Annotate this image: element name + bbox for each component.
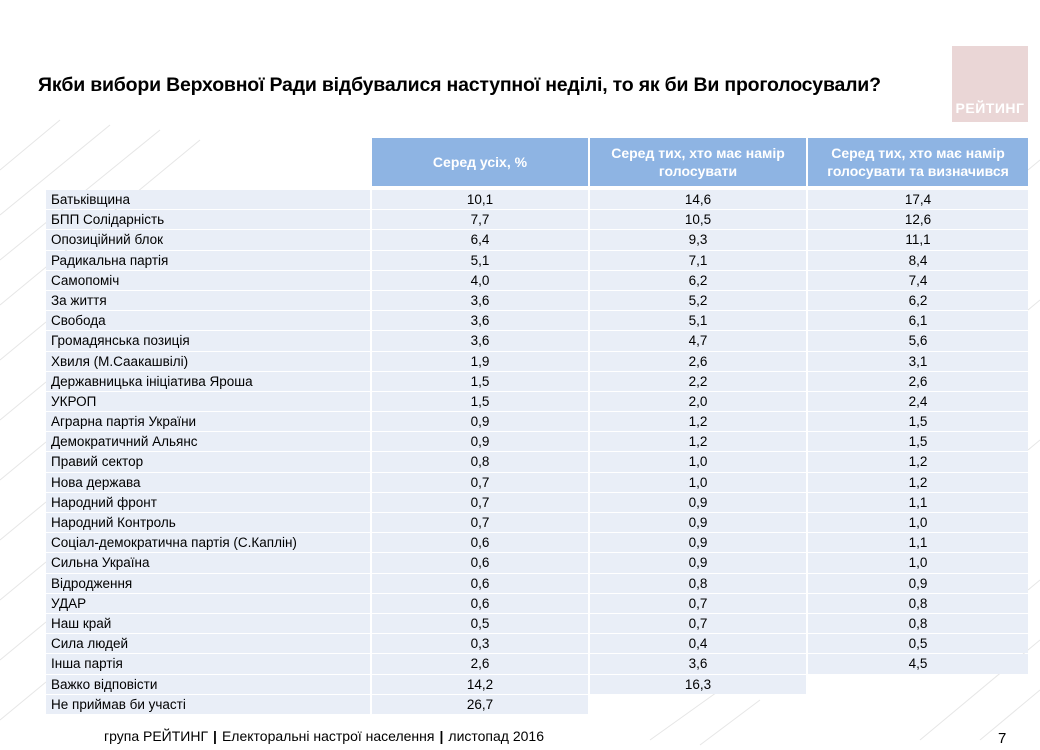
party-label: БПП Солідарність — [46, 210, 370, 229]
value-intend-to-vote: 1,2 — [590, 432, 806, 451]
value-all: 3,6 — [372, 331, 588, 350]
value-all: 3,6 — [372, 311, 588, 330]
value-all: 26,7 — [372, 695, 588, 714]
value-all: 10,1 — [372, 190, 588, 209]
value-decided: 1,1 — [808, 493, 1028, 512]
party-label: Громадянська позиція — [46, 331, 370, 350]
party-label: Наш край — [46, 614, 370, 633]
value-all: 0,7 — [372, 493, 588, 512]
value-intend-to-vote: 9,3 — [590, 230, 806, 249]
value-intend-to-vote: 10,5 — [590, 210, 806, 229]
column-header-all: Серед усіх, % — [372, 138, 588, 186]
value-intend-to-vote: 6,2 — [590, 271, 806, 290]
value-decided: 0,8 — [808, 594, 1028, 613]
column-header-decided: Серед тих, хто має намір голосувати та визначився — [808, 138, 1028, 186]
value-all: 14,2 — [372, 675, 588, 694]
party-label: Народний фронт — [46, 493, 370, 512]
value-all: 1,5 — [372, 392, 588, 411]
value-intend-to-vote: 0,9 — [590, 533, 806, 552]
value-decided: 4,5 — [808, 654, 1028, 673]
value-all: 0,9 — [372, 432, 588, 451]
value-all: 7,7 — [372, 210, 588, 229]
value-intend-to-vote: 1,0 — [590, 452, 806, 471]
party-label: Сила людей — [46, 634, 370, 653]
value-intend-to-vote: 2,0 — [590, 392, 806, 411]
value-intend-to-vote: 14,6 — [590, 190, 806, 209]
value-decided: 6,2 — [808, 291, 1028, 310]
footer-topic: Електоральні настрої населення — [221, 728, 435, 744]
value-decided — [808, 695, 1028, 714]
column-header-intend-to-vote: Серед тих, хто має намір голосувати — [590, 138, 806, 186]
value-all: 6,4 — [372, 230, 588, 249]
value-intend-to-vote: 5,1 — [590, 311, 806, 330]
value-all: 1,9 — [372, 352, 588, 371]
party-label: Самопоміч — [46, 271, 370, 290]
value-decided: 11,1 — [808, 230, 1028, 249]
value-intend-to-vote: 0,9 — [590, 553, 806, 572]
value-intend-to-vote: 0,9 — [590, 513, 806, 532]
footer — [104, 728, 544, 744]
value-decided: 1,0 — [808, 513, 1028, 532]
value-intend-to-vote — [590, 695, 806, 714]
value-decided: 0,9 — [808, 574, 1028, 593]
footer-date: листопад 2016 — [448, 728, 545, 744]
value-decided: 2,4 — [808, 392, 1028, 411]
value-decided: 1,5 — [808, 432, 1028, 451]
value-decided: 1,5 — [808, 412, 1028, 431]
value-decided: 12,6 — [808, 210, 1028, 229]
value-decided: 1,1 — [808, 533, 1028, 552]
value-intend-to-vote: 0,9 — [590, 493, 806, 512]
value-intend-to-vote: 1,0 — [590, 473, 806, 492]
slide-title: Якби вибори Верховної Ради відбувалися наступної неділі, то як би Ви проголосували? — [38, 74, 881, 96]
value-all: 0,6 — [372, 533, 588, 552]
value-intend-to-vote: 2,2 — [590, 372, 806, 391]
footer-separator: | — [439, 728, 444, 744]
value-all: 0,7 — [372, 473, 588, 492]
party-label: Не приймав би участі — [46, 695, 370, 714]
footer-org: група РЕЙТИНГ — [104, 728, 209, 744]
value-decided: 2,6 — [808, 372, 1028, 391]
party-label: Радикальна партія — [46, 251, 370, 270]
party-label: Нова держава — [46, 473, 370, 492]
value-decided: 17,4 — [808, 190, 1028, 209]
party-label: Батьківщина — [46, 190, 370, 209]
party-label: За життя — [46, 291, 370, 310]
value-decided: 0,8 — [808, 614, 1028, 633]
value-intend-to-vote: 3,6 — [590, 654, 806, 673]
logo-text: РЕЙТИНГ — [955, 100, 1025, 116]
party-label: Демократичний Альянс — [46, 432, 370, 451]
value-decided: 0,5 — [808, 634, 1028, 653]
value-all: 0,5 — [372, 614, 588, 633]
party-label: Народний Контроль — [46, 513, 370, 532]
value-intend-to-vote: 0,7 — [590, 614, 806, 633]
value-decided — [808, 675, 1028, 694]
page-number: 7 — [998, 730, 1007, 747]
value-decided: 3,1 — [808, 352, 1028, 371]
footer-separator: | — [213, 728, 217, 744]
value-intend-to-vote: 2,6 — [590, 352, 806, 371]
value-intend-to-vote: 0,7 — [590, 594, 806, 613]
rating-logo — [952, 46, 1028, 122]
value-all: 3,6 — [372, 291, 588, 310]
value-decided: 7,4 — [808, 271, 1028, 290]
value-intend-to-vote: 7,1 — [590, 251, 806, 270]
value-all: 0,6 — [372, 594, 588, 613]
value-all: 0,9 — [372, 412, 588, 431]
value-intend-to-vote: 0,4 — [590, 634, 806, 653]
party-label: Опозиційний блок — [46, 230, 370, 249]
value-decided: 5,6 — [808, 331, 1028, 350]
value-intend-to-vote: 4,7 — [590, 331, 806, 350]
value-decided: 1,2 — [808, 473, 1028, 492]
value-intend-to-vote: 16,3 — [590, 675, 806, 694]
value-decided: 1,0 — [808, 553, 1028, 572]
value-intend-to-vote: 1,2 — [590, 412, 806, 431]
value-decided: 6,1 — [808, 311, 1028, 330]
value-all: 1,5 — [372, 372, 588, 391]
party-label: Державницька ініціатива Яроша — [46, 372, 370, 391]
party-label: Інша партія — [46, 654, 370, 673]
value-all: 0,6 — [372, 553, 588, 572]
party-label: Важко відповісти — [46, 675, 370, 694]
party-label: Соціал-демократична партія (С.Каплін) — [46, 533, 370, 552]
value-all: 4,0 — [372, 271, 588, 290]
value-all: 5,1 — [372, 251, 588, 270]
value-all: 2,6 — [372, 654, 588, 673]
party-label: УКРОП — [46, 392, 370, 411]
party-label: Свобода — [46, 311, 370, 330]
value-all: 0,6 — [372, 574, 588, 593]
value-all: 0,7 — [372, 513, 588, 532]
value-all: 0,3 — [372, 634, 588, 653]
value-decided: 1,2 — [808, 452, 1028, 471]
party-label: Аграрна партія України — [46, 412, 370, 431]
party-label: Правий сектор — [46, 452, 370, 471]
value-decided: 8,4 — [808, 251, 1028, 270]
party-label: Сильна Україна — [46, 553, 370, 572]
value-intend-to-vote: 0,8 — [590, 574, 806, 593]
value-all: 0,8 — [372, 452, 588, 471]
party-label: Хвиля (М.Саакашвілі) — [46, 352, 370, 371]
party-label: Відродження — [46, 574, 370, 593]
party-label: УДАР — [46, 594, 370, 613]
value-intend-to-vote: 5,2 — [590, 291, 806, 310]
